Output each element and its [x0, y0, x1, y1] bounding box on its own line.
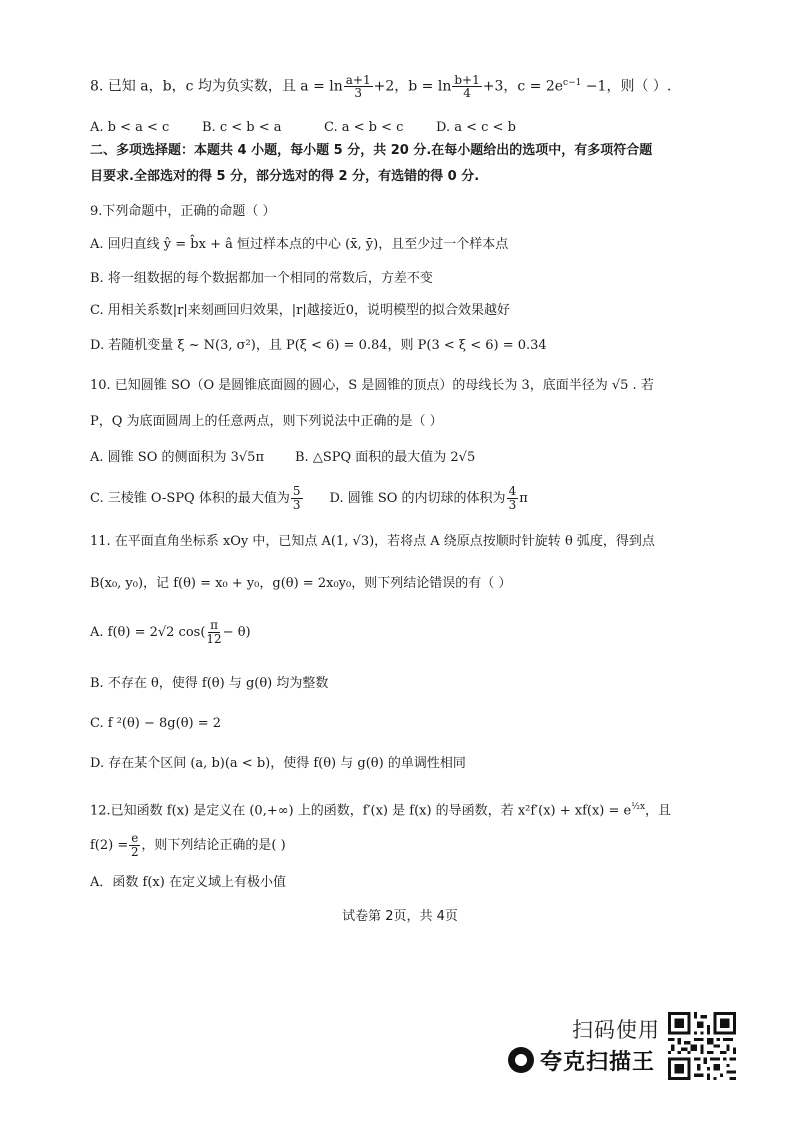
q9-option-a: A. 回归直线 ŷ = b̂x + â 恒过样本点的中心 (x̄, ȳ)，且至少过一个样本点: [90, 237, 509, 252]
frac-den: 4: [463, 86, 471, 101]
frac-den: 3: [354, 86, 363, 101]
q10-frac-c: [291, 485, 303, 511]
q10-option-c: C. 三棱锥 O-SPQ 体积的最大值为: [90, 491, 290, 506]
q12-stem-1: [90, 803, 671, 817]
q8-stem-part: +3，c = 2e: [482, 78, 564, 95]
q8-frac-a: [344, 74, 373, 100]
q8-stem-part: +2，b = ln: [373, 78, 452, 95]
frac-den: 3: [508, 498, 517, 512]
q8-option-d: D. a < c < b: [436, 120, 516, 135]
q12-exponent: ½x: [631, 802, 646, 812]
q10-option-b: B. △SPQ 面积的最大值为 2√5: [295, 450, 476, 465]
q12-stem-text: 12.已知函数 f(x) 是定义在 (0,+∞) 上的函数，f′(x) 是 f(x) 的导函数，若 x²f′(x) + xf(x) = e: [90, 803, 632, 819]
q12-stem-suffix: ，且: [645, 803, 672, 819]
q8-stem-part: −1，则（ ）.: [581, 78, 672, 95]
frac-den: 3: [292, 498, 301, 512]
q8-stem: [90, 64, 671, 102]
q9-option-c: C. 用相关系数|r|来刻画回归效果，|r|越接近0，说明模型的拟合效果越好: [90, 303, 510, 318]
q11-option-b: B. 不存在 θ，使得 f(θ) 与 g(θ) 均为整数: [90, 676, 329, 691]
q9-stem: 9.下列命题中，正确的命题（ ）: [90, 204, 276, 219]
q8-option-a: A. b < a < c: [90, 120, 170, 135]
q12-frac: [129, 832, 140, 858]
q10-stem-1: 10. 已知圆锥 SO（O 是圆锥底面圆的圆心，S 是圆锥的顶点）的母线长为 3，底面半径为 √5 . 若: [90, 378, 654, 393]
section2-line2: 目要求.全部选对的得 5 分，部分选对的得 2 分，有选错的得 0 分.: [90, 169, 480, 184]
frac-num: e: [131, 831, 139, 846]
q8-exponent: c−1: [563, 78, 582, 88]
brand-name: 夸克扫描王: [540, 1049, 656, 1075]
q11-option-c: C. f ²(θ) − 8g(θ) = 2: [90, 716, 222, 731]
frac-num: a+1: [345, 72, 371, 87]
q11-option-a: [90, 615, 251, 651]
q11-frac-a: [206, 619, 221, 645]
q8-frac-b: [452, 74, 481, 100]
brand-logo-area: [508, 1044, 655, 1076]
q11-option-d: D. 存在某个区间 (a, b)(a < b)，使得 f(θ) 与 g(θ) 的单调性相同: [90, 756, 466, 771]
q10-option-d: D. 圆锥 SO 的内切球的体积为: [329, 491, 506, 506]
page-footer: 试卷第 2页，共 4页: [342, 909, 458, 924]
q10-stem-2: P，Q 为底面圆周上的任意两点，则下列说法中正确的是（ ）: [90, 414, 443, 429]
q8-option-c: C. a < b < c: [324, 120, 404, 135]
frac-num: 4: [508, 484, 517, 499]
q10-frac-d: [507, 485, 519, 511]
q11-stem-1: 11. 在平面直角坐标系 xOy 中，已知点 A(1, √3)，若将点 A 绕原点按顺时针旋转 θ 弧度，得到点: [90, 534, 655, 549]
q8-option-b: B. c < b < a: [202, 120, 282, 135]
brand-icon: [508, 1047, 534, 1073]
q11-option-a-suffix: − θ): [222, 625, 251, 640]
frac-num: 5: [292, 484, 301, 499]
frac-den: 2: [131, 845, 139, 859]
q12-stem2-suffix: ，则下列结论正确的是( ): [141, 838, 286, 853]
q10-option-a: A. 圆锥 SO 的侧面积为 3√5π: [90, 450, 264, 465]
q8-stem-part: 8. 已知 a，b，c 均为负实数，且 a = ln: [90, 78, 343, 95]
frac-den: 12: [206, 632, 222, 646]
q11-stem-2: B(x₀, y₀)，记 f(θ) = x₀ + y₀，g(θ) = 2x₀y₀，则下列结论错误的有（ ）: [90, 576, 512, 591]
q10-option-d-suffix: π: [519, 491, 528, 506]
qr-code-icon[interactable]: [668, 1012, 736, 1080]
q8-options: [90, 121, 516, 134]
q9-option-b: B. 将一组数据的每个数据都加一个相同的常数后，方差不变: [90, 271, 433, 286]
frac-num: π: [210, 618, 218, 633]
scan-prompt: 扫码使用: [572, 1018, 660, 1042]
q10-options-ab: [90, 451, 475, 464]
q12-stem2-text: f(2) =: [90, 838, 129, 853]
q11-option-a-text: A. f(θ) = 2√2 cos(: [90, 625, 206, 640]
q12-option-a: A．函数 f(x) 在定义域上有极小值: [90, 875, 286, 890]
section2-line1: 二、多项选择题：本题共 4 小题，每小题 5 分，共 20 分.在每小题给出的选项中，有多项符合题: [90, 143, 653, 158]
q9-option-d: D. 若随机变量 ξ ~ N(3, σ²)，且 P(ξ < 6) = 0.84，则 P(3 < ξ < 6) = 0.34: [90, 338, 547, 353]
q10-options-cd: [90, 482, 528, 516]
frac-num: b+1: [454, 72, 480, 87]
q12-stem-2: [90, 830, 286, 862]
